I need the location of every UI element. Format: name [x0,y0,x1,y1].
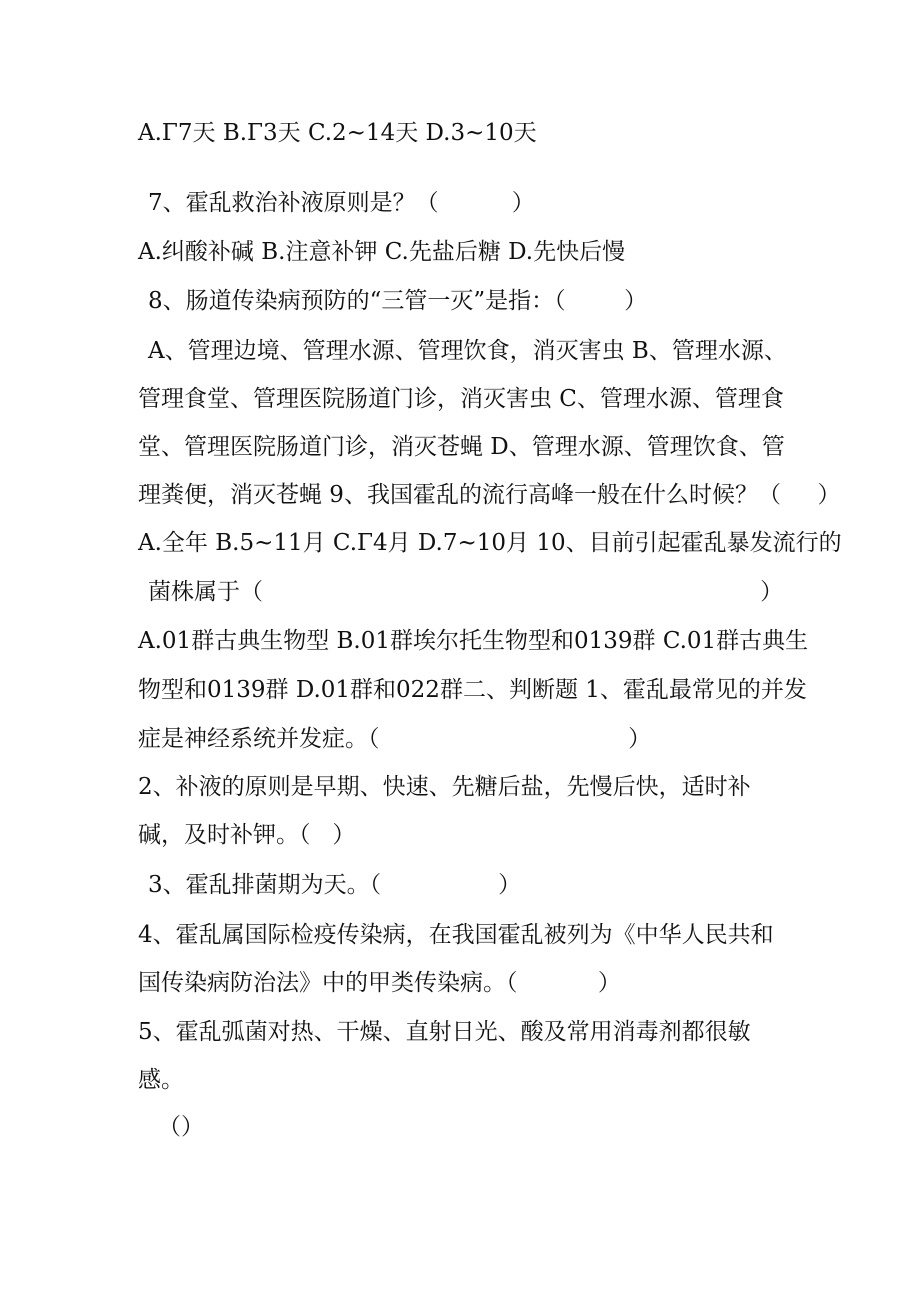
judge-4-line-1: 4、霍乱属国际检疫传染病，在我国霍乱被列为《中华人民共和 [138,922,774,948]
judge-4-line-2: 国传染病防治法》中的甲类传染病。（ ） [138,970,621,996]
judge-2-line-2: 碱，及时补钾。（ ） [138,822,356,848]
judge-5-line-2: 感。 [138,1067,184,1093]
judge-2-line-1: 2、补液的原则是早期、快速、先糖后盐，先慢后快，适时补 [138,774,751,800]
q8-option-line-1: A、管理边境、管理水源、管理饮食，消灭害虫 B、管理水源、 [148,338,787,364]
q8-option-line-2: 管理食堂、管理医院肠道门诊，消灭害虫 C、管理水源、管理食 [138,386,784,412]
judge-5-line-1: 5、霍乱弧菌对热、干燥、直射日光、酸及常用消毒剂都很敏 [138,1019,751,1045]
q10-options-line-2: 物型和0139群 D.01群和022群二、判断题 1、霍乱最常见的并发 [138,677,807,703]
judge-3: 3、霍乱排菌期为天。（ ） [148,872,522,898]
q7-question: 7、霍乱救治补液原则是？（ ） [148,190,535,216]
q9-options-q10: A.全年 B.5~11月 C.Γ4月 D.7~10月 10、目前引起霍乱暴发流行的 [138,530,842,556]
q10-options-line-1: A.01群古典生物型 B.01群埃尔托生物型和0139群 C.01群古典生 [138,628,809,654]
q8-question: 8、肠道传染病预防的“三管一灭”是指：（ ） [148,288,648,314]
q6-options: A.Γ7天 B.Γ3天 C.2~14天 D.3~10天 [138,120,537,146]
q9-question: 理粪便，消灭苍蝇 9、我国霍乱的流行高峰一般在什么时候？（ ） [138,482,841,508]
q8-option-line-3: 堂、管理医院肠道门诊，消灭苍蝇 D、管理水源、管理饮食、管 [138,434,785,460]
q7-options: A.纠酸补碱 B.注意补钾 C.先盐后糖 D.先快后慢 [138,239,626,265]
judge-5-bracket: （） [158,1114,204,1140]
judge-1-end: 症是神经系统并发症。（ ） [138,726,652,752]
q10-question: 菌株属于（ ） [148,579,784,605]
